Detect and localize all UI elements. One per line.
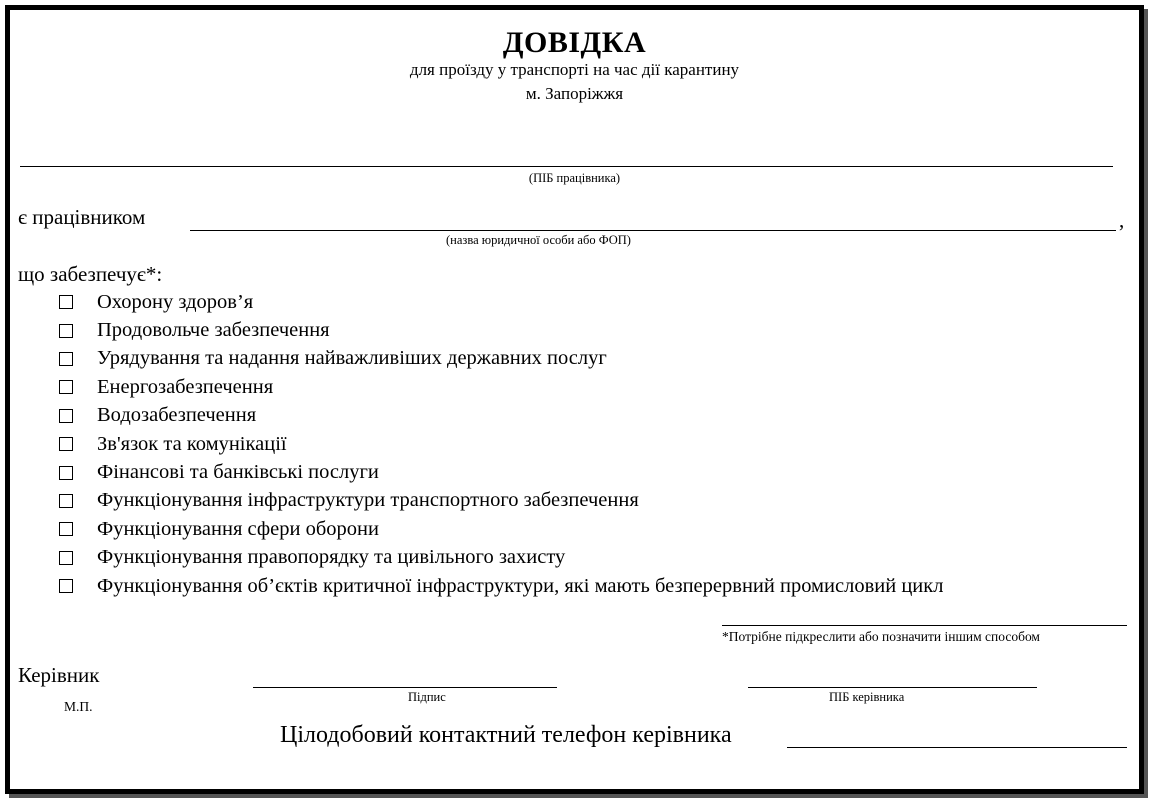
- sector-option[interactable]: [55, 515, 943, 543]
- employer-comma: ,: [1119, 208, 1125, 232]
- checkbox-icon[interactable]: [59, 551, 73, 565]
- sector-option-label: Енергозабезпечення: [97, 375, 274, 398]
- employer-name-line[interactable]: [190, 230, 1116, 231]
- sector-option-label: Фінансові та банківські послуги: [97, 461, 379, 484]
- employee-name-line[interactable]: [20, 166, 1113, 167]
- checkbox-icon[interactable]: [59, 522, 73, 536]
- employer-caption: (назва юридичної особи або ФОП): [446, 233, 631, 247]
- sector-option[interactable]: [55, 458, 943, 486]
- document-city: м. Запоріжжя: [525, 84, 624, 103]
- sector-option[interactable]: [55, 288, 943, 316]
- checkbox-icon[interactable]: [59, 466, 73, 480]
- document-title: ДОВІДКА: [502, 26, 647, 59]
- sector-option[interactable]: [55, 544, 943, 572]
- sector-option-label: Функціонування об’єктів критичної інфраструктури, які мають безперервний промисловий цикл: [97, 574, 944, 597]
- footnote: *Потрібне підкреслити або позначити іншим способом: [722, 629, 1040, 644]
- signature-caption: Підпис: [408, 690, 446, 704]
- footnote-divider: [722, 625, 1127, 626]
- sector-option-label: Функціонування інфраструктури транспортного забезпечення: [97, 489, 639, 512]
- checkbox-icon[interactable]: [59, 352, 73, 366]
- checkbox-icon[interactable]: [59, 409, 73, 423]
- sector-option[interactable]: [55, 316, 943, 344]
- sector-option-label: Продовольче забезпечення: [97, 319, 330, 342]
- manager-label: Керівник: [18, 663, 100, 687]
- sector-option-label: Охорону здоров’я: [97, 290, 254, 313]
- checkbox-icon[interactable]: [59, 579, 73, 593]
- checkbox-icon[interactable]: [59, 380, 73, 394]
- phone-number-line[interactable]: [787, 747, 1127, 748]
- sector-option-label: Функціонування сфери оборони: [97, 517, 379, 540]
- sector-option[interactable]: [55, 487, 943, 515]
- checkbox-icon[interactable]: [59, 295, 73, 309]
- manager-name-caption: ПІБ керівника: [829, 690, 905, 704]
- sector-checklist: [55, 288, 943, 600]
- sector-option-label: Функціонування правопорядку та цивільного захисту: [97, 546, 566, 569]
- checkbox-icon[interactable]: [59, 437, 73, 451]
- checkbox-icon[interactable]: [59, 494, 73, 508]
- sector-option-label: Зв'язок та комунікації: [97, 432, 287, 455]
- sector-option[interactable]: [55, 373, 943, 401]
- sector-option-label: Водозабезпечення: [97, 404, 257, 427]
- provides-label: що забезпечує*:: [18, 262, 163, 286]
- stamp-placeholder: М.П.: [64, 699, 93, 714]
- manager-name-line[interactable]: [748, 687, 1037, 688]
- sector-option[interactable]: [55, 572, 943, 600]
- document-subtitle: для проїзду у транспорті на час дії карантину: [409, 60, 740, 79]
- phone-label: Цілодобовий контактний телефон керівника: [280, 722, 732, 748]
- sector-option[interactable]: [55, 430, 943, 458]
- checkbox-icon[interactable]: [59, 324, 73, 338]
- sector-option[interactable]: [55, 402, 943, 430]
- employer-label: є працівником: [18, 205, 146, 229]
- signature-line[interactable]: [253, 687, 557, 688]
- employee-name-caption: (ПІБ працівника): [528, 171, 621, 185]
- sector-option-label: Урядування та надання найважливіших державних послуг: [97, 347, 607, 370]
- sector-option[interactable]: [55, 345, 943, 373]
